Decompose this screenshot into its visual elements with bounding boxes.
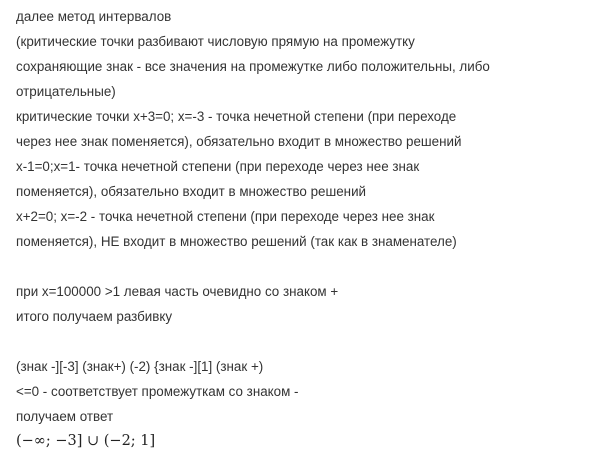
text-line: получаем ответ — [16, 409, 114, 424]
text-line: (критические точки разбивают числовую прямую на промежутку — [16, 34, 415, 49]
blank-line — [16, 254, 596, 279]
sign-chart-line: (знак -][-3] (знак+) (-2) {знак -][1] (знак +) — [16, 359, 264, 374]
text-line: через нее знак поменяется), обязательно входит в множество решений — [16, 134, 462, 149]
text-line: <=0 - соответствует промежуткам со знаком - — [16, 384, 299, 399]
answer-document — [16, 4, 596, 454]
text-line: отрицательные) — [16, 84, 116, 99]
text-line: далее метод интервалов — [16, 9, 172, 24]
text-line: поменяется), обязательно входит в множество решений — [16, 184, 367, 199]
blank-line — [16, 329, 596, 354]
final-answer-formula: (−∞; −3] ∪ (−2; 1] — [16, 433, 156, 449]
text-line: x+2=0; x=-2 - точка нечетной степени (при переходе через нее знак — [16, 209, 435, 224]
text-line: критические точки x+3=0; x=-3 - точка нечетной степени (при переходе — [16, 109, 457, 124]
text-line: итого получаем разбивку — [16, 309, 173, 324]
text-line: при x=100000 >1 левая часть очевидно со знаком + — [16, 284, 339, 299]
text-line: сохраняющие знак - все значения на промежутке либо положительны, либо — [16, 59, 490, 74]
text-line: x-1=0;x=1- точка нечетной степени (при переходе через нее знак — [16, 159, 420, 174]
text-line: поменяется), НЕ входит в множество решений (так как в знаменателе) — [16, 234, 457, 249]
